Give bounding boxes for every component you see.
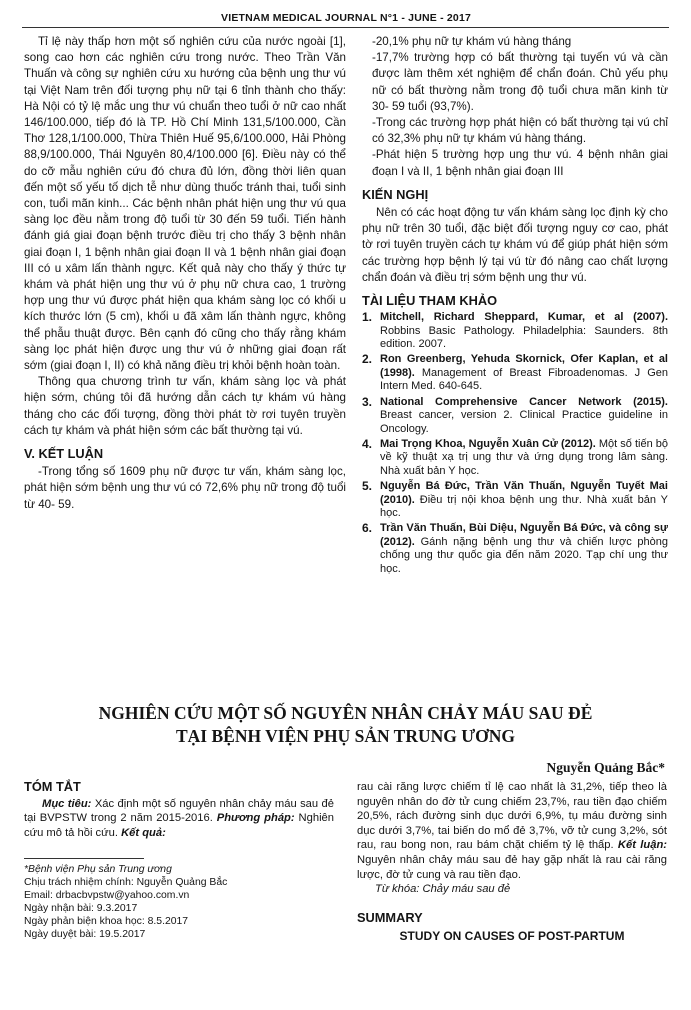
summary-subtitle: STUDY ON CAUSES OF POST-PARTUM — [399, 929, 625, 944]
result-bullet: -17,7% trường hợp có bất thường tại tuyến vú và cần được làm thêm xét nghiệm để chẩn đoán. Chủ yếu phụ nữ có bất thường nằm trong độ tuổi chưa mãn kinh từ 30- 59 tuổi (93,7%). — [372, 51, 668, 113]
footnote: Ngày phản biện khoa học: 8.5.2017 — [24, 916, 189, 928]
reference-list — [362, 311, 668, 576]
reference-item: 5. Nguyễn Bá Đức, Trần Văn Thuấn, Nguyễn Tuyết Mai (2010). Điều trị nội khoa bệnh ung thư. Nhà xuất bản Y học. — [362, 479, 668, 519]
result-bullet: -20,1% phụ nữ tự khám vú hàng tháng — [372, 35, 572, 48]
abstract-right — [357, 780, 667, 944]
summary-heading: SUMMARY — [357, 909, 423, 925]
footnote: Ngày duyệt bài: 19.5.2017 — [24, 929, 146, 941]
body-paragraph: Thông qua chương trình tư vấn, khám sàng lọc và phát hiện sớm, chúng tôi đã hướng dẫn cách tự khám vú hàng tháng cho các đối tượng, đồng thời phát tờ rơi tuyên truyền cách tự khám và phát hiện sớm các bất thường tại vú. — [24, 375, 346, 437]
recommendation-text: Nên có các hoạt động tư vấn khám sàng lọc định kỳ cho phụ nữ trên 30 tuổi, đặc biệt đối tượng nguy cơ cao, phát tờ rơi tuyên truyền cách tự khám vú để giúp phát hiện sớm các trường hợp bệnh lý tại vú từ đó nâng cao chất lượng chẩn đoán và điều trị sớm bệnh ung thư vú. — [362, 206, 668, 284]
abstract-heading: TÓM TẮT — [24, 779, 81, 794]
footnote: Chịu trách nhiệm chính: Nguyễn Quảng Bắc — [24, 877, 228, 889]
abstract-text: Mục tiêu: Xác định một số nguyên nhân chảy máu sau đẻ tại BVPSTW trong 2 năm 2015-2016. Phương pháp: Nghiên cứu mô tả hồi cứu. Kết quả: — [24, 797, 334, 839]
reference-item: 4. Mai Trọng Khoa, Nguyễn Xuân Cử (2012). Một số tiến bộ về kỹ thuật xạ trị ung thư và ứng dụng trong lâm sàng. Nhà xuất bản Y học. — [362, 436, 668, 477]
reference-item: 1. Mitchell, Richard Sheppard, Kumar, et al (2007). Robbins Basic Pathology. Philadelphia: Saunders. 8th edition. 2007. — [362, 310, 668, 351]
footnotes — [24, 863, 334, 941]
recommendation-heading: KIẾN NGHỊ — [362, 186, 429, 202]
result-bullet: -Trong các trường hợp phát hiện có bất thường tại vú chỉ có 32,3% phụ nữ tự khám vú hàng tháng. — [372, 116, 668, 146]
body-paragraph: Tỉ lệ này thấp hơn một số nghiên cứu của nước ngoài [1], song cao hơn các nghiên cứu trong nước. Theo Trần Văn Thuấn và công sự nghiên cứu xu hướng của bệnh ung thư vú tại Việt Nam trên đối tượng phụ nữ tại 6 tỉnh thành cho thấy: Hà Nội có tỷ lệ mắc ung thư vú chuẩn theo tuổi ở nữ cao nhất 146/100.000, tiếp đó là TP. Hồ Chí Minh 131,5/100.000, Cần Thơ 128,1/100.000, Thừa Thiên Huế 95,6/100.000, Hải Phòng 88,9/100.000, Thái Nguyên 80,4/100.000 [6]. Điều này có thể do cỡ mẫu nghiên cứu đó chưa đủ lớn, đồng thời liên quan đến một số yếu tố dịch tễ như dùng thuốc tránh thai, tuổi sinh con, tuổi mãn kinh... Các bệnh nhân phát hiện ung thư vú qua sàng lọc đều nằm trong độ tuổi từ 30 đến 59 tuổi. Tiến hành đánh giá giai đoạn bệnh trước điều trị cho thấy 3 bệnh nhân giai đoạn I, 1 bệnh nhân giai đoạn II và 1 bệnh nhân giai đoạn III có u xâm lấn thành ngực. Kết quả này cho thấy ý thức tự khám và phát hiện ung thư vú ở phụ nữ chưa cao, 1 trường hợp ung thư vú được phát hiện qua khám sàng lọc có khối u kích thước lớn (5 cm), khối u đã xâm lấn thành ngực, không thể phẫu thuật được. Bên cạnh đó cũng cho thấy rằng khám sàng lọc phát hiện được ung thư vú ở những giai đoạn rất sớm (giai đoạn I, II) có khả năng điều trị khỏi bệnh hoàn toàn. — [24, 35, 346, 373]
reference-item: 2. Ron Greenberg, Yehuda Skornick, Ofer Kaplan, et al (1998). Management of Breast Fibroadenomas. J Gen Intern Med. 640-645. — [362, 352, 668, 393]
footnote: Email: drbacbvpstw@yahoo.com.vn — [24, 890, 190, 902]
right-column — [362, 34, 668, 578]
footnote-rule — [24, 858, 144, 859]
conclusion-heading: V. KẾT LUẬN — [24, 446, 104, 462]
article-title-line: NGHIÊN CỨU MỘT SỐ NGUYÊN NHÂN CHẢY MÁU SAU ĐẺ — [98, 703, 593, 723]
conclusion-bullet: -Trong tổng số 1609 phụ nữ được tư vấn, khám sàng lọc, phát hiện sớm bệnh ung thư vú có 72,6% phụ nữ trong độ tuổi từ 40- 59. — [24, 465, 346, 511]
left-column — [24, 34, 346, 513]
abstract-text: rau cài răng lược chiếm tỉ lệ cao nhất là 31,2%, tiếp theo là nguyên nhân do đờ tử cung chiếm 23,7%, rau tiền đạo chiếm 20,5%, rách đường sinh dục dưới 6,9%, tụ máu đường sinh dục dưới 3,7%, tai biến do mổ đẻ 3,7%, vỡ tử cung 3,2%, sót rau, rau bong non, rau bám chặt chiếm tỷ lệ thấp. Kết luận: Nguyên nhân chảy máu sau đẻ hay gặp nhất là rau cài răng lược, đờ tử cung và rau tiền đạo. — [357, 781, 667, 881]
reference-item: 3. National Comprehensive Cancer Network (2015). Breast cancer, version 2. Clinical Practice guideline in Oncology. — [362, 394, 668, 435]
keywords: Từ khóa: Chảy máu sau đẻ — [375, 883, 511, 896]
abstract-left — [24, 780, 334, 941]
result-bullet: -Phát hiện 5 trường hợp ung thư vú. 4 bệnh nhân giai đoạn I và II, 1 bệnh nhân giai đoạn III — [372, 148, 668, 178]
journal-header: VIETNAM MEDICAL JOURNAL N°1 - JUNE - 2017 — [221, 12, 472, 24]
article-title — [0, 702, 691, 748]
footnote: Ngày nhận bài: 9.3.2017 — [24, 903, 138, 915]
article-title-line: TẠI BỆNH VIỆN PHỤ SẢN TRUNG ƯƠNG — [175, 726, 516, 746]
footnote: *Bệnh viện Phụ sản Trung ương — [24, 864, 172, 876]
article-author: Nguyễn Quảng Bắc* — [546, 760, 665, 775]
reference-item: 6. Trần Văn Thuấn, Bùi Diệu, Nguyễn Bá Đức, và công sự (2012). Gánh nặng bệnh ung thư và chiến lược phòng chống ung thư quốc gia đến năm 2020. Tạp chí ung thư học. — [362, 521, 668, 575]
header-rule — [22, 27, 669, 28]
references-heading: TÀI LIỆU THAM KHẢO — [362, 293, 498, 309]
